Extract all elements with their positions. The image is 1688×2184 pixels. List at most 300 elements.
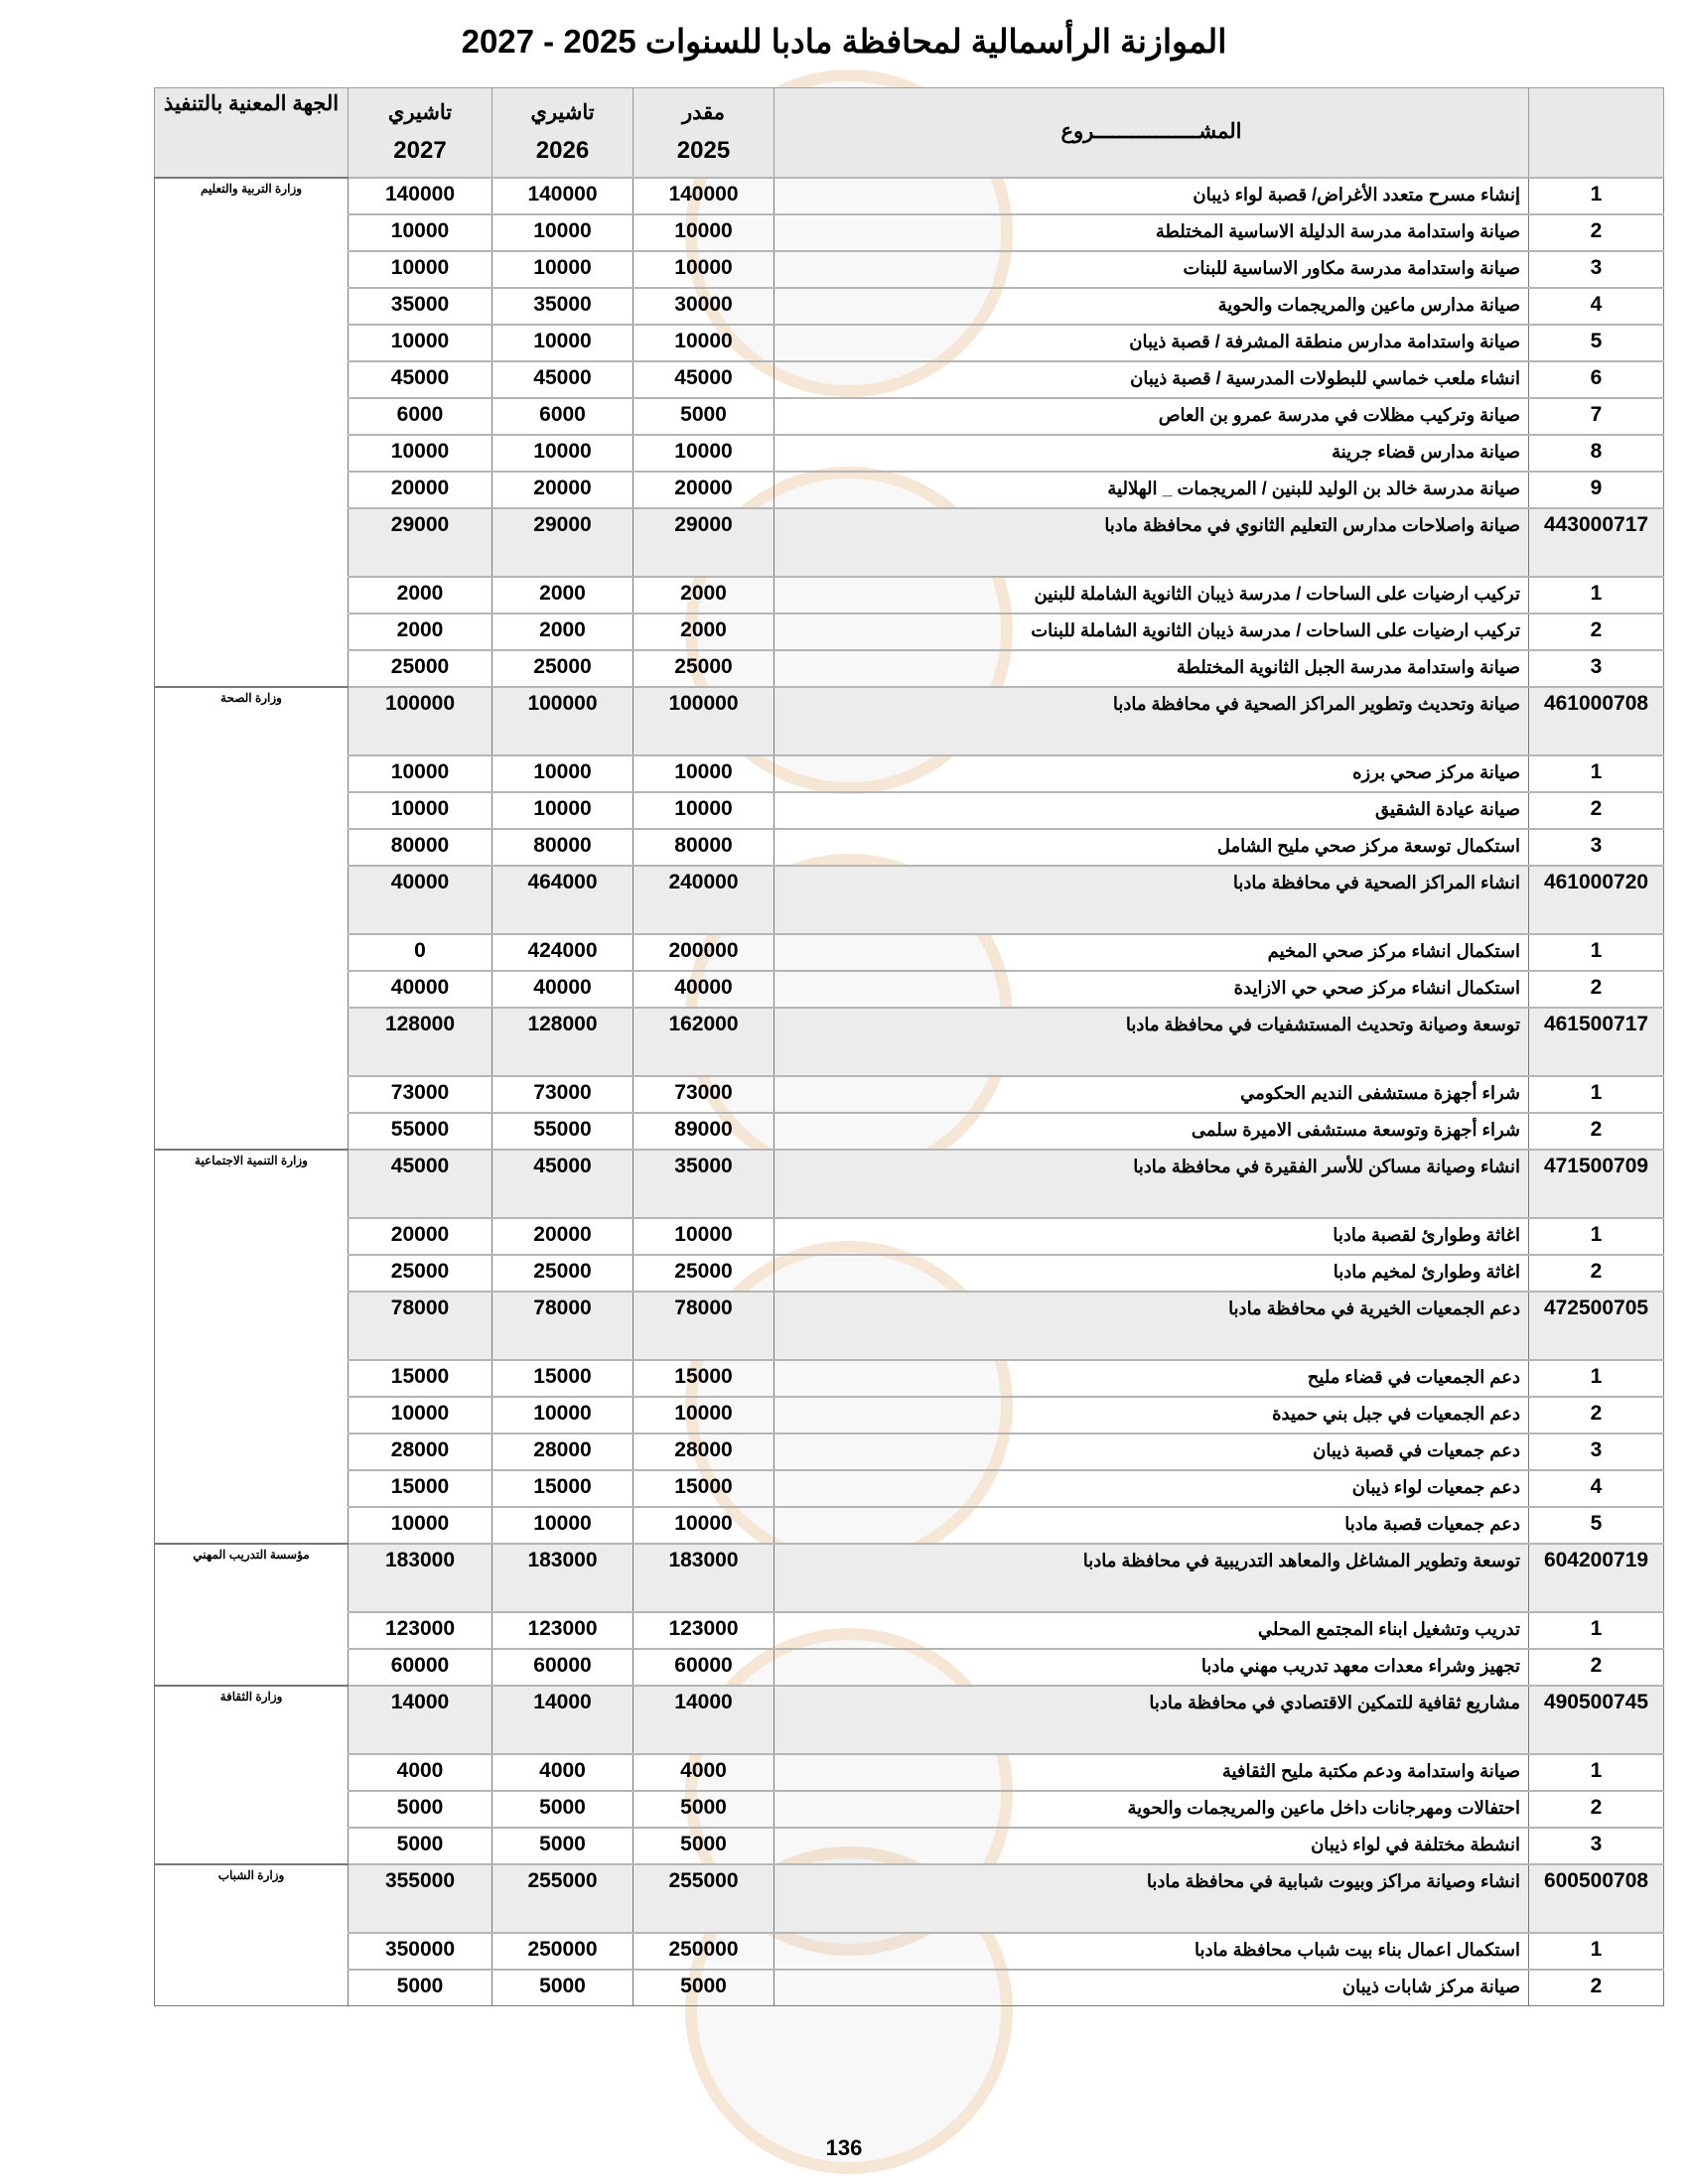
amount-2027: 10000 bbox=[349, 251, 492, 288]
amount-2025: 2000 bbox=[633, 614, 774, 650]
row-number: 461000720 bbox=[1529, 866, 1664, 934]
ministry-cell bbox=[155, 1218, 349, 1255]
row-number: 4 bbox=[1529, 288, 1664, 325]
amount-2025: 10000 bbox=[633, 325, 774, 361]
amount-2026: 424000 bbox=[492, 934, 633, 971]
ministry-cell bbox=[155, 1612, 349, 1649]
amount-2025: 100000 bbox=[633, 687, 774, 755]
row-number: 2 bbox=[1529, 1649, 1664, 1686]
project-name: صيانة مدارس قضاء جرينة bbox=[774, 435, 1529, 472]
amount-2025: 123000 bbox=[633, 1612, 774, 1649]
project-name: استكمال انشاء مركز صحي حي الازايدة bbox=[774, 971, 1529, 1008]
ministry-cell bbox=[155, 398, 349, 435]
program-row bbox=[155, 1864, 1664, 1933]
project-name: مشاريع ثقافية للتمكين الاقتصادي في محافظة مادبا bbox=[774, 1686, 1529, 1754]
ministry-cell bbox=[155, 577, 349, 614]
header-2025-label: مقدر bbox=[681, 101, 726, 125]
amount-2027: 20000 bbox=[349, 1218, 492, 1255]
project-name: صيانة واستدامة ودعم مكتبة مليح الثقافية bbox=[774, 1754, 1529, 1791]
project-name: دعم الجمعيات في جبل بني حميدة bbox=[774, 1397, 1529, 1433]
header-2025-year: 2025 bbox=[676, 137, 731, 165]
row-number: 2 bbox=[1529, 214, 1664, 251]
ministry-cell bbox=[155, 1507, 349, 1544]
row-number: 3 bbox=[1529, 829, 1664, 866]
ministry-cell: وزارة الثقافة bbox=[155, 1686, 349, 1754]
row-number: 3 bbox=[1529, 1828, 1664, 1864]
amount-2027: 123000 bbox=[349, 1612, 492, 1649]
amount-2026: 45000 bbox=[492, 361, 633, 398]
row-number: 2 bbox=[1529, 1255, 1664, 1292]
program-row bbox=[155, 687, 1664, 755]
project-name: توسعة وتطوير المشاغل والمعاهد التدريبية في محافظة مادبا bbox=[774, 1544, 1529, 1612]
amount-2025: 10000 bbox=[633, 755, 774, 792]
project-name: صيانة واستدامة مدرسة مكاور الاساسية للبنات bbox=[774, 251, 1529, 288]
ministry-cell bbox=[155, 829, 349, 866]
ministry-cell bbox=[155, 251, 349, 288]
project-name: استكمال توسعة مركز صحي مليح الشامل bbox=[774, 829, 1529, 866]
row-number: 600500708 bbox=[1529, 1864, 1664, 1933]
project-name: صيانة واستدامة مدرسة الجبل الثانوية المختلطة bbox=[774, 650, 1529, 687]
amount-2026: 35000 bbox=[492, 288, 633, 325]
amount-2025: 5000 bbox=[633, 1791, 774, 1828]
amount-2027: 128000 bbox=[349, 1008, 492, 1076]
row-number: 472500705 bbox=[1529, 1292, 1664, 1360]
amount-2027: 10000 bbox=[349, 755, 492, 792]
table-row bbox=[155, 472, 1664, 508]
amount-2026: 5000 bbox=[492, 1828, 633, 1864]
amount-2025: 89000 bbox=[633, 1113, 774, 1150]
table-row bbox=[155, 398, 1664, 435]
amount-2026: 80000 bbox=[492, 829, 633, 866]
table-row bbox=[155, 178, 1664, 214]
ministry-cell bbox=[155, 1255, 349, 1292]
row-number: 1 bbox=[1529, 1933, 1664, 1970]
amount-2027: 35000 bbox=[349, 288, 492, 325]
amount-2027: 5000 bbox=[349, 1828, 492, 1864]
amount-2025: 60000 bbox=[633, 1649, 774, 1686]
ministry-cell: وزارة الشباب bbox=[155, 1864, 349, 1933]
row-number: 490500745 bbox=[1529, 1686, 1664, 1754]
amount-2027: 25000 bbox=[349, 650, 492, 687]
ministry-cell bbox=[155, 1933, 349, 1970]
amount-2027: 15000 bbox=[349, 1360, 492, 1397]
row-number: 1 bbox=[1529, 1360, 1664, 1397]
row-number: 1 bbox=[1529, 1076, 1664, 1113]
project-name: انشاء ملعب خماسي للبطولات المدرسية / قصبة ذيبان bbox=[774, 361, 1529, 398]
row-number: 471500709 bbox=[1529, 1150, 1664, 1218]
amount-2026: 183000 bbox=[492, 1544, 633, 1612]
project-name: صيانة واصلاحات مدارس التعليم الثانوي في محافظة مادبا bbox=[774, 508, 1529, 577]
table-row bbox=[155, 1970, 1664, 2006]
ministry-cell bbox=[155, 755, 349, 792]
row-number: 461500717 bbox=[1529, 1008, 1664, 1076]
ministry-cell bbox=[155, 1113, 349, 1150]
amount-2025: 45000 bbox=[633, 361, 774, 398]
ministry-cell bbox=[155, 1076, 349, 1113]
amount-2025: 200000 bbox=[633, 934, 774, 971]
amount-2025: 10000 bbox=[633, 1397, 774, 1433]
ministry-cell bbox=[155, 1470, 349, 1507]
row-number: 3 bbox=[1529, 1433, 1664, 1470]
row-number: 1 bbox=[1529, 178, 1664, 214]
header-2026-label: تاشيري bbox=[530, 101, 595, 125]
project-name: انشاء وصيانة مساكن للأسر الفقيرة في محافظة مادبا bbox=[774, 1150, 1529, 1218]
amount-2025: 30000 bbox=[633, 288, 774, 325]
amount-2027: 29000 bbox=[349, 508, 492, 577]
ministry-cell: وزارة التنمية الاجتماعية bbox=[155, 1150, 349, 1218]
amount-2026: 140000 bbox=[492, 178, 633, 214]
amount-2025: 5000 bbox=[633, 398, 774, 435]
amount-2026: 2000 bbox=[492, 614, 633, 650]
amount-2026: 10000 bbox=[492, 214, 633, 251]
amount-2026: 40000 bbox=[492, 971, 633, 1008]
ministry-cell: وزارة الصحة bbox=[155, 687, 349, 755]
amount-2026: 25000 bbox=[492, 1255, 633, 1292]
program-row bbox=[155, 866, 1664, 934]
project-name: توسعة وصيانة وتحديث المستشفيات في محافظة مادبا bbox=[774, 1008, 1529, 1076]
table-row bbox=[155, 1791, 1664, 1828]
table-row bbox=[155, 1754, 1664, 1791]
ministry-cell bbox=[155, 288, 349, 325]
row-number: 2 bbox=[1529, 792, 1664, 829]
program-row bbox=[155, 1008, 1664, 1076]
table-row bbox=[155, 971, 1664, 1008]
ministry-cell bbox=[155, 508, 349, 577]
project-name: اغاثة وطوارئ لمخيم مادبا bbox=[774, 1255, 1529, 1292]
table-row bbox=[155, 1397, 1664, 1433]
amount-2025: 10000 bbox=[633, 435, 774, 472]
amount-2027: 0 bbox=[349, 934, 492, 971]
amount-2026: 55000 bbox=[492, 1113, 633, 1150]
amount-2026: 10000 bbox=[492, 435, 633, 472]
amount-2026: 28000 bbox=[492, 1433, 633, 1470]
row-number: 604200719 bbox=[1529, 1544, 1664, 1612]
amount-2025: 5000 bbox=[633, 1828, 774, 1864]
amount-2025: 15000 bbox=[633, 1470, 774, 1507]
amount-2027: 45000 bbox=[349, 361, 492, 398]
table-row bbox=[155, 650, 1664, 687]
ministry-cell bbox=[155, 971, 349, 1008]
amount-2026: 20000 bbox=[492, 1218, 633, 1255]
amount-2027: 20000 bbox=[349, 472, 492, 508]
amount-2027: 2000 bbox=[349, 577, 492, 614]
project-name: صيانة مدارس ماعين والمريجمات والحوية bbox=[774, 288, 1529, 325]
row-number: 9 bbox=[1529, 472, 1664, 508]
table-row bbox=[155, 1612, 1664, 1649]
table-row bbox=[155, 1113, 1664, 1150]
table-row bbox=[155, 1360, 1664, 1397]
amount-2027: 4000 bbox=[349, 1754, 492, 1791]
amount-2026: 10000 bbox=[492, 1507, 633, 1544]
project-name: انشاء المراكز الصحية في محافظة مادبا bbox=[774, 866, 1529, 934]
amount-2026: 10000 bbox=[492, 792, 633, 829]
row-number: 6 bbox=[1529, 361, 1664, 398]
ministry-cell bbox=[155, 1828, 349, 1864]
header-2027 bbox=[349, 88, 492, 178]
table-row bbox=[155, 1433, 1664, 1470]
amount-2026: 10000 bbox=[492, 325, 633, 361]
amount-2026: 45000 bbox=[492, 1150, 633, 1218]
table-row bbox=[155, 361, 1664, 398]
table-row bbox=[155, 1218, 1664, 1255]
table-row bbox=[155, 1255, 1664, 1292]
header-2026-year: 2026 bbox=[535, 137, 590, 165]
row-number: 1 bbox=[1529, 934, 1664, 971]
table-row bbox=[155, 251, 1664, 288]
project-name: احتفالات ومهرجانات داخل ماعين والمريجمات والحوية bbox=[774, 1791, 1529, 1828]
amount-2025: 10000 bbox=[633, 1507, 774, 1544]
table-row bbox=[155, 829, 1664, 866]
row-number: 4 bbox=[1529, 1470, 1664, 1507]
amount-2026: 60000 bbox=[492, 1649, 633, 1686]
table-row bbox=[155, 1470, 1664, 1507]
table-row bbox=[155, 577, 1664, 614]
ministry-cell bbox=[155, 1360, 349, 1397]
ministry-cell bbox=[155, 1754, 349, 1791]
row-number: 2 bbox=[1529, 971, 1664, 1008]
project-name: إنشاء مسرح متعدد الأغراض/ قصبة لواء ذيبان bbox=[774, 178, 1529, 214]
amount-2025: 10000 bbox=[633, 214, 774, 251]
amount-2027: 25000 bbox=[349, 1255, 492, 1292]
ministry-cell bbox=[155, 435, 349, 472]
amount-2027: 5000 bbox=[349, 1791, 492, 1828]
amount-2025: 25000 bbox=[633, 650, 774, 687]
row-number: 2 bbox=[1529, 614, 1664, 650]
amount-2027: 10000 bbox=[349, 1507, 492, 1544]
amount-2026: 2000 bbox=[492, 577, 633, 614]
amount-2026: 5000 bbox=[492, 1970, 633, 2006]
table-row bbox=[155, 1076, 1664, 1113]
amount-2027: 55000 bbox=[349, 1113, 492, 1150]
amount-2026: 10000 bbox=[492, 251, 633, 288]
amount-2025: 10000 bbox=[633, 792, 774, 829]
project-name: دعم جمعيات قصبة مادبا bbox=[774, 1507, 1529, 1544]
ministry-cell bbox=[155, 1649, 349, 1686]
amount-2025: 140000 bbox=[633, 178, 774, 214]
ministry-cell bbox=[155, 1791, 349, 1828]
ministry-cell: مؤسسة التدريب المهني bbox=[155, 1544, 349, 1612]
header-2026 bbox=[492, 88, 633, 178]
amount-2025: 4000 bbox=[633, 1754, 774, 1791]
budget-table bbox=[154, 87, 1664, 2006]
project-name: صيانة وتحديث وتطوير المراكز الصحية في محافظة مادبا bbox=[774, 687, 1529, 755]
row-number: 1 bbox=[1529, 1612, 1664, 1649]
amount-2027: 15000 bbox=[349, 1470, 492, 1507]
amount-2025: 73000 bbox=[633, 1076, 774, 1113]
amount-2026: 4000 bbox=[492, 1754, 633, 1791]
project-name: تجهيز وشراء معدات معهد تدريب مهني مادبا bbox=[774, 1649, 1529, 1686]
amount-2026: 15000 bbox=[492, 1470, 633, 1507]
ministry-cell bbox=[155, 214, 349, 251]
project-name: دعم الجمعيات الخيرية في محافظة مادبا bbox=[774, 1292, 1529, 1360]
project-name: تدريب وتشغيل ابناء المجتمع المحلي bbox=[774, 1612, 1529, 1649]
amount-2027: 10000 bbox=[349, 325, 492, 361]
amount-2027: 78000 bbox=[349, 1292, 492, 1360]
header-project: المشـــــــــــــــــروع bbox=[774, 88, 1529, 178]
row-number: 2 bbox=[1529, 1397, 1664, 1433]
row-number: 2 bbox=[1529, 1970, 1664, 2006]
amount-2027: 183000 bbox=[349, 1544, 492, 1612]
amount-2025: 35000 bbox=[633, 1150, 774, 1218]
ministry-cell bbox=[155, 866, 349, 934]
amount-2025: 2000 bbox=[633, 577, 774, 614]
amount-2026: 5000 bbox=[492, 1791, 633, 1828]
row-number: 7 bbox=[1529, 398, 1664, 435]
page-number: 136 bbox=[825, 2135, 863, 2160]
ministry-cell bbox=[155, 1970, 349, 2006]
ministry-cell bbox=[155, 1397, 349, 1433]
amount-2026: 25000 bbox=[492, 650, 633, 687]
project-name: صيانة واستدامة مدارس منطقة المشرفة / قصبة ذيبان bbox=[774, 325, 1529, 361]
amount-2027: 10000 bbox=[349, 792, 492, 829]
amount-2027: 45000 bbox=[349, 1150, 492, 1218]
ministry-cell bbox=[155, 325, 349, 361]
amount-2026: 128000 bbox=[492, 1008, 633, 1076]
header-number bbox=[1529, 88, 1664, 178]
program-row bbox=[155, 1686, 1664, 1754]
row-number: 3 bbox=[1529, 650, 1664, 687]
amount-2027: 80000 bbox=[349, 829, 492, 866]
amount-2025: 183000 bbox=[633, 1544, 774, 1612]
project-name: صيانة مركز صحي برزه bbox=[774, 755, 1529, 792]
row-number: 8 bbox=[1529, 435, 1664, 472]
ministry-cell bbox=[155, 614, 349, 650]
project-name: شراء أجهزة وتوسعة مستشفى الاميرة سلمى bbox=[774, 1113, 1529, 1150]
amount-2026: 15000 bbox=[492, 1360, 633, 1397]
project-name: اغاثة وطوارئ لقصبة مادبا bbox=[774, 1218, 1529, 1255]
amount-2027: 350000 bbox=[349, 1933, 492, 1970]
program-row bbox=[155, 508, 1664, 577]
ministry-cell bbox=[155, 1008, 349, 1076]
amount-2026: 10000 bbox=[492, 1397, 633, 1433]
project-name: دعم جمعيات لواء ذيبان bbox=[774, 1470, 1529, 1507]
amount-2025: 162000 bbox=[633, 1008, 774, 1076]
project-name: شراء أجهزة مستشفى النديم الحكومي bbox=[774, 1076, 1529, 1113]
table-row bbox=[155, 792, 1664, 829]
ministry-cell: وزارة التربية والتعليم bbox=[155, 178, 349, 214]
amount-2027: 14000 bbox=[349, 1686, 492, 1754]
ministry-cell bbox=[155, 361, 349, 398]
amount-2027: 100000 bbox=[349, 687, 492, 755]
table-header-row bbox=[155, 88, 1664, 178]
table-row bbox=[155, 1507, 1664, 1544]
amount-2026: 6000 bbox=[492, 398, 633, 435]
row-number: 1 bbox=[1529, 755, 1664, 792]
amount-2025: 25000 bbox=[633, 1255, 774, 1292]
amount-2027: 6000 bbox=[349, 398, 492, 435]
amount-2026: 100000 bbox=[492, 687, 633, 755]
row-number: 461000708 bbox=[1529, 687, 1664, 755]
project-name: دعم الجمعيات في قضاء مليح bbox=[774, 1360, 1529, 1397]
row-number: 1 bbox=[1529, 577, 1664, 614]
amount-2026: 464000 bbox=[492, 866, 633, 934]
ministry-cell bbox=[155, 1433, 349, 1470]
amount-2025: 29000 bbox=[633, 508, 774, 577]
ministry-cell bbox=[155, 472, 349, 508]
amount-2025: 255000 bbox=[633, 1864, 774, 1933]
project-name: انشطة مختلفة في لواء ذيبان bbox=[774, 1828, 1529, 1864]
amount-2027: 10000 bbox=[349, 214, 492, 251]
row-number: 1 bbox=[1529, 1754, 1664, 1791]
amount-2026: 10000 bbox=[492, 755, 633, 792]
project-name: استكمال انشاء مركز صحي المخيم bbox=[774, 934, 1529, 971]
row-number: 3 bbox=[1529, 251, 1664, 288]
amount-2026: 123000 bbox=[492, 1612, 633, 1649]
amount-2027: 5000 bbox=[349, 1970, 492, 2006]
amount-2027: 10000 bbox=[349, 1397, 492, 1433]
amount-2027: 2000 bbox=[349, 614, 492, 650]
amount-2025: 240000 bbox=[633, 866, 774, 934]
project-name: صيانة وتركيب مظلات في مدرسة عمرو بن العاص bbox=[774, 398, 1529, 435]
table-row bbox=[155, 1933, 1664, 1970]
amount-2025: 250000 bbox=[633, 1933, 774, 1970]
page-title: الموازنة الرأسمالية لمحافظة مادبا للسنوات 2025 - 2027 bbox=[461, 23, 1227, 60]
amount-2025: 40000 bbox=[633, 971, 774, 1008]
table-row bbox=[155, 214, 1664, 251]
amount-2027: 40000 bbox=[349, 866, 492, 934]
amount-2025: 10000 bbox=[633, 251, 774, 288]
row-number: 5 bbox=[1529, 325, 1664, 361]
project-name: استكمال اعمال بناء بيت شباب محافظة مادبا bbox=[774, 1933, 1529, 1970]
amount-2025: 5000 bbox=[633, 1970, 774, 2006]
project-name: تركيب ارضيات على الساحات / مدرسة ذيبان الثانوية الشاملة للبنين bbox=[774, 577, 1529, 614]
header-2027-label: تاشيري bbox=[387, 101, 453, 125]
program-row bbox=[155, 1544, 1664, 1612]
project-name: انشاء وصيانة مراكز وبيوت شبابية في محافظة مادبا bbox=[774, 1864, 1529, 1933]
table-row bbox=[155, 614, 1664, 650]
project-name: دعم جمعيات في قصبة ذيبان bbox=[774, 1433, 1529, 1470]
amount-2025: 80000 bbox=[633, 829, 774, 866]
amount-2026: 255000 bbox=[492, 1864, 633, 1933]
amount-2026: 250000 bbox=[492, 1933, 633, 1970]
amount-2025: 28000 bbox=[633, 1433, 774, 1470]
row-number: 2 bbox=[1529, 1113, 1664, 1150]
project-name: تركيب ارضيات على الساحات / مدرسة ذيبان الثانوية الشاملة للبنات bbox=[774, 614, 1529, 650]
table-row bbox=[155, 325, 1664, 361]
amount-2026: 20000 bbox=[492, 472, 633, 508]
amount-2027: 355000 bbox=[349, 1864, 492, 1933]
header-ministry: الجهة المعنية بالتنفيذ bbox=[155, 88, 349, 178]
row-number: 443000717 bbox=[1529, 508, 1664, 577]
row-number: 2 bbox=[1529, 1791, 1664, 1828]
amount-2026: 29000 bbox=[492, 508, 633, 577]
project-name: صيانة عيادة الشقيق bbox=[774, 792, 1529, 829]
amount-2027: 10000 bbox=[349, 435, 492, 472]
table-row bbox=[155, 1828, 1664, 1864]
amount-2027: 60000 bbox=[349, 1649, 492, 1686]
row-number: 5 bbox=[1529, 1507, 1664, 1544]
ministry-cell bbox=[155, 792, 349, 829]
amount-2025: 20000 bbox=[633, 472, 774, 508]
table-row bbox=[155, 288, 1664, 325]
table-row bbox=[155, 934, 1664, 971]
amount-2027: 140000 bbox=[349, 178, 492, 214]
amount-2027: 73000 bbox=[349, 1076, 492, 1113]
program-row bbox=[155, 1150, 1664, 1218]
table-row bbox=[155, 755, 1664, 792]
amount-2026: 73000 bbox=[492, 1076, 633, 1113]
project-name: صيانة مركز شابات ذيبان bbox=[774, 1970, 1529, 2006]
amount-2025: 10000 bbox=[633, 1218, 774, 1255]
table-row bbox=[155, 435, 1664, 472]
row-number: 1 bbox=[1529, 1218, 1664, 1255]
ministry-cell bbox=[155, 650, 349, 687]
amount-2025: 15000 bbox=[633, 1360, 774, 1397]
program-row bbox=[155, 1292, 1664, 1360]
header-2025 bbox=[633, 88, 774, 178]
table-row bbox=[155, 1649, 1664, 1686]
project-name: صيانة واستدامة مدرسة الدليلة الاساسية المختلطة bbox=[774, 214, 1529, 251]
